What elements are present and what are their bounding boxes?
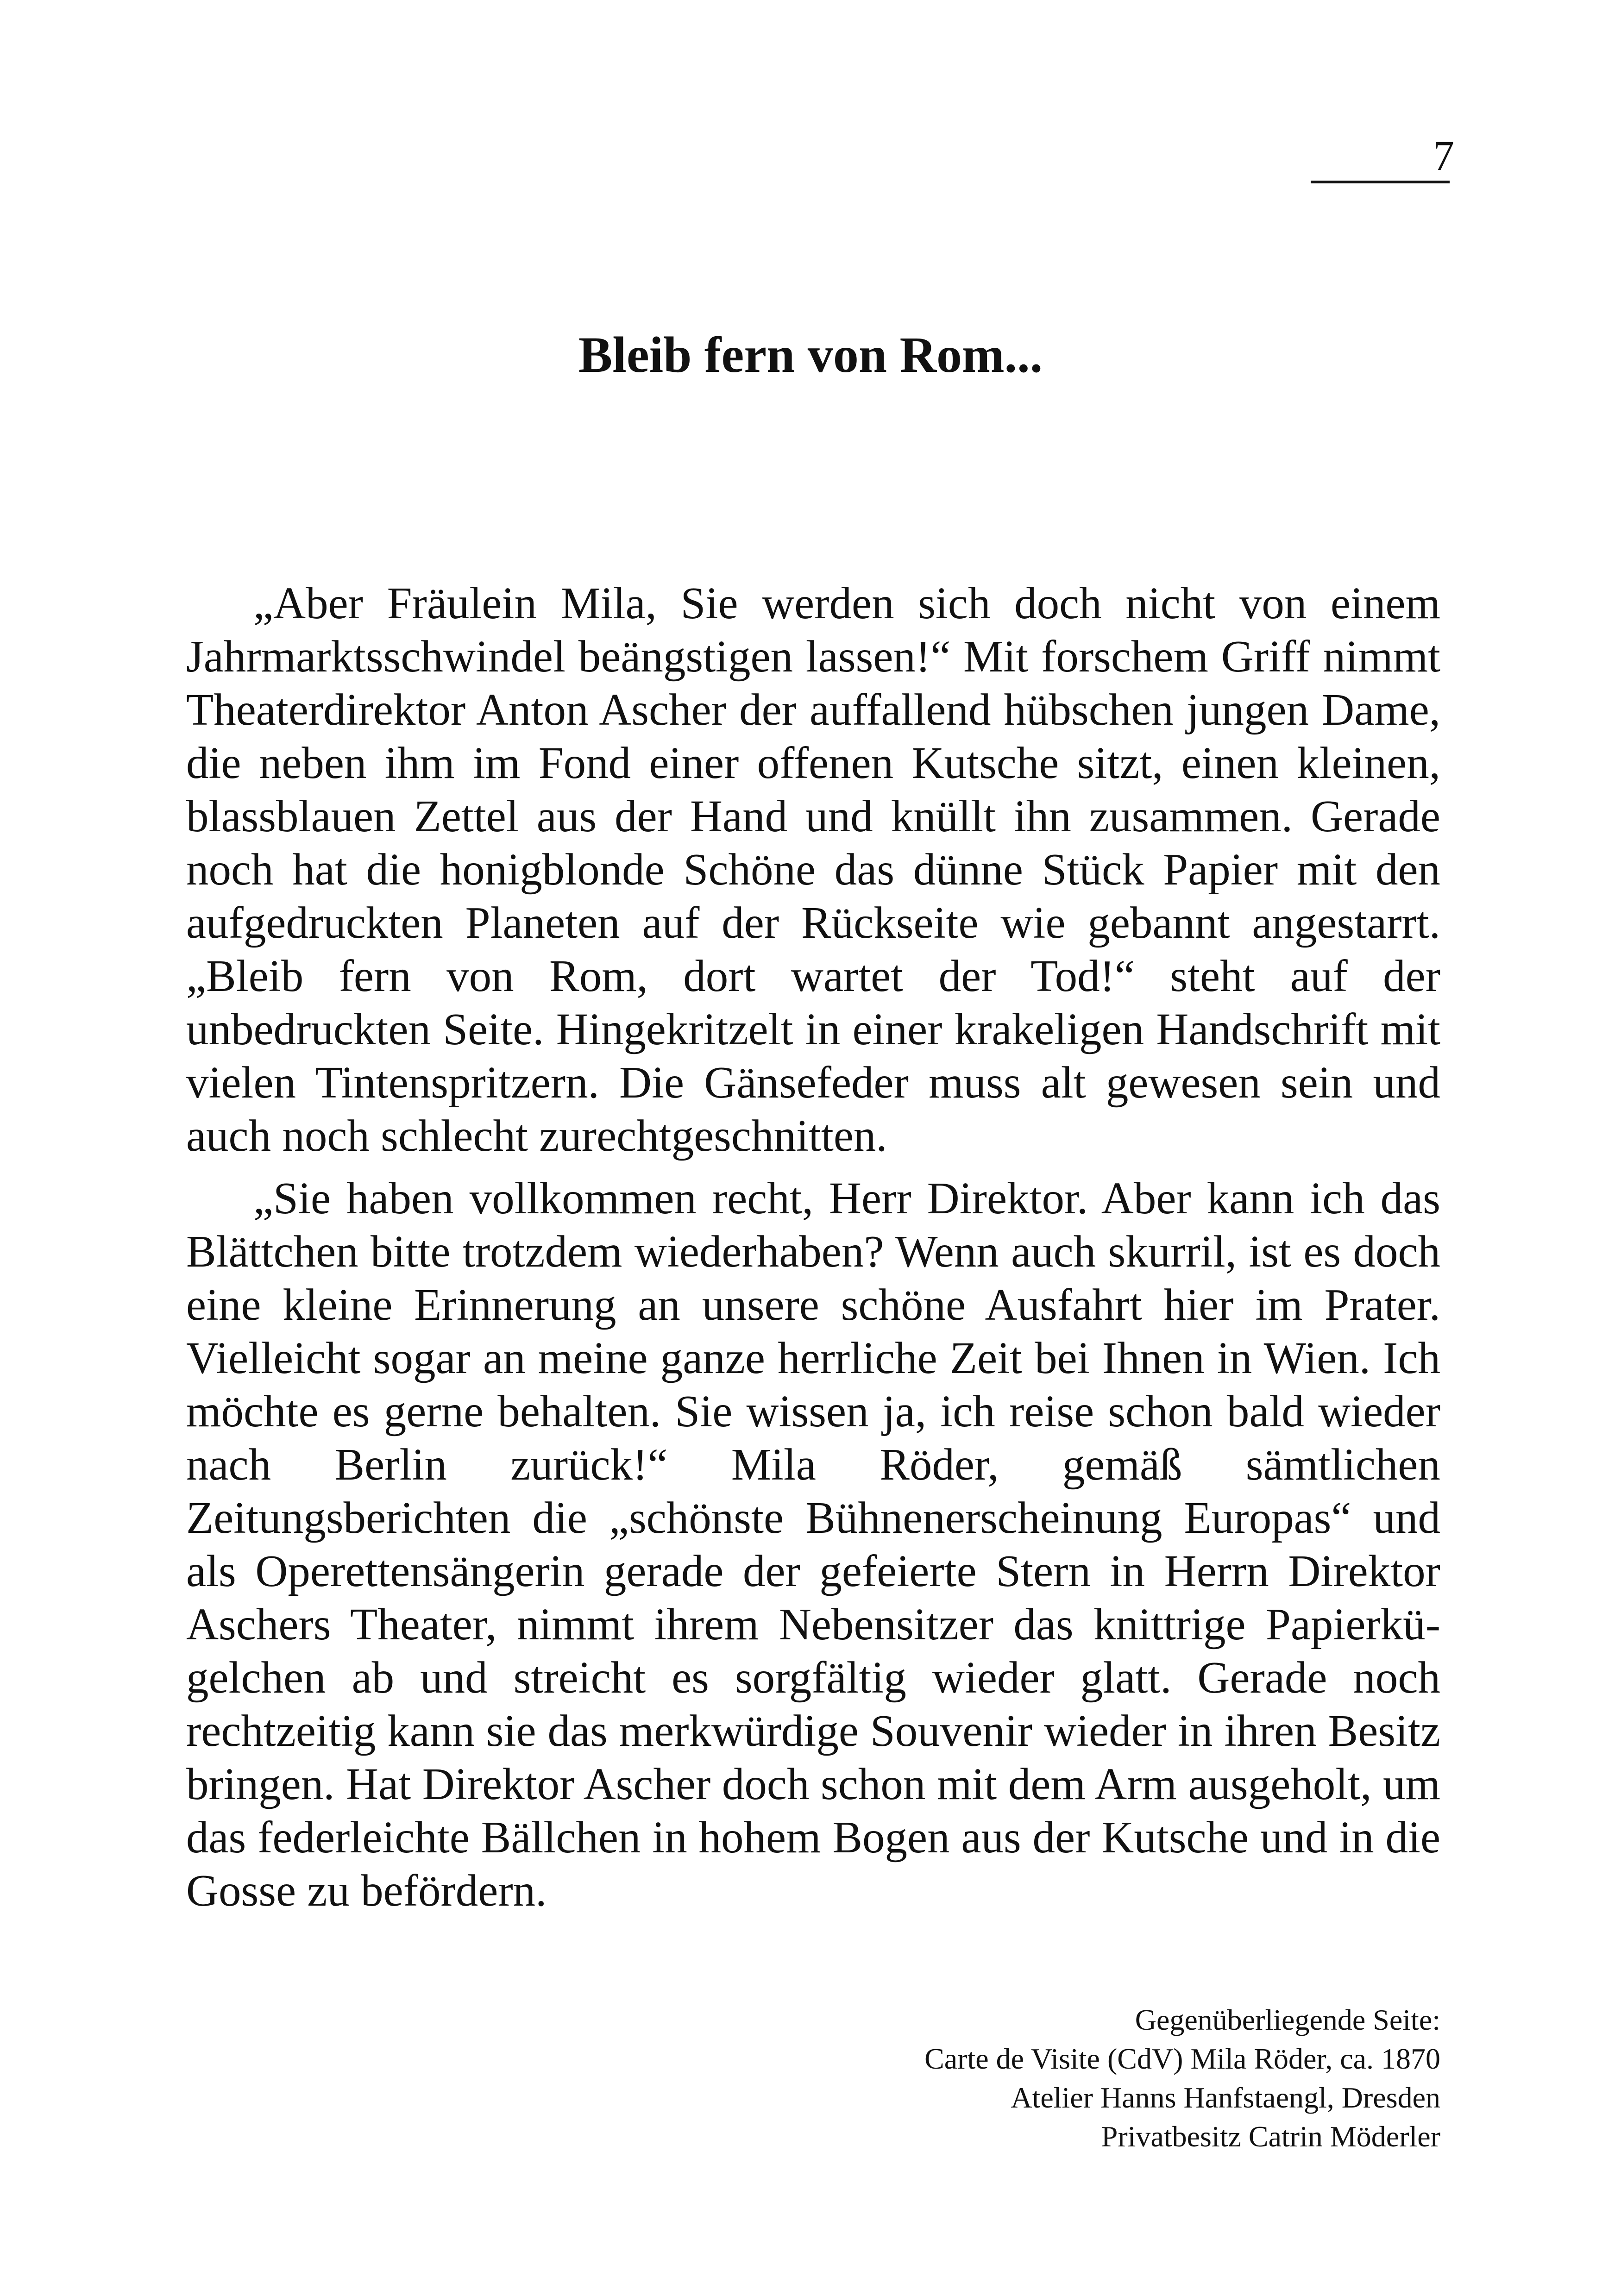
paragraph-1: „Aber Fräulein Mila, Sie werden sich doch nicht von einem Jahrmarktsschwindel beängstigen lassen!“ Mit forschem Griff nimmt Theaterdirektor Anton Ascher der auffallend hübschen jungen Dame, die neben ihm im Fond einer offenen Kutsche sitzt, einen kleinen, blassblauen Zettel aus der Hand und knüllt ihn zusammen. Gerade noch hat die honigblonde Schöne das dünne Stück Papier mit den aufgedruckten Planeten auf der Rückseite wie gebannt angestarrt. „Bleib fern von Rom, dort wartet der Tod!“ steht auf der unbedruckten Seite. Hingekritzelt in einer krakeligen Handschrift mit vielen Tintenspritzern. Die Gänsefeder muss alt gewesen sein und auch noch schlecht zurechtgeschnitten.	[186, 578, 1440, 1161]
caption-line-4: Privatbesitz Catrin Möderler	[1101, 2120, 1440, 2153]
page-number: 7	[1433, 132, 1454, 179]
paragraph-2: „Sie haben vollkommen recht, Herr Direktor. Aber kann ich das Blättchen bitte trotzdem wiederhaben? Wenn auch skurril, ist es doch eine kleine Erinnerung an unsere schöne Ausfahrt hier im Prater. Vielleicht sogar an meine ganze herrliche Zeit bei Ihnen in Wien. Ich möchte es gerne behalten. Sie wissen ja, ich reise schon bald wieder nach Berlin zurück!“ Mila Röder, gemäß sämtlichen Zeitungsberichten die „schönste Bühnenerscheinung Europas“ und als Operettensängerin gerade der gefeierte Stern in Herrn Direktor Aschers Theater, nimmt ihrem Nebensitzer das knittrige Papierkügelchen ab und streicht es sorgfältig wieder glatt. Gerade noch rechtzeitig kann sie das merkwürdige Souvenir wieder in ihren Besitz bringen. Hat Direktor Ascher doch schon mit dem Arm ausgeholt, um das federleichte Bällchen in hohem Bogen aus der Kutsche und in die Gosse zu befördern.	[186, 1173, 1440, 1915]
image-caption	[924, 2001, 1440, 2156]
caption-line-1: Gegenüberliegende Seite:	[1135, 2003, 1440, 2036]
body-text	[186, 577, 1440, 1917]
header-rule	[1311, 181, 1450, 183]
caption-line-3: Atelier Hanns Hanfstaengl, Dresden	[1011, 2081, 1440, 2114]
caption-line-2: Carte de Visite (CdV) Mila Röder, ca. 1870	[924, 2042, 1440, 2075]
chapter-title: Bleib fern von Rom...	[578, 326, 1043, 383]
